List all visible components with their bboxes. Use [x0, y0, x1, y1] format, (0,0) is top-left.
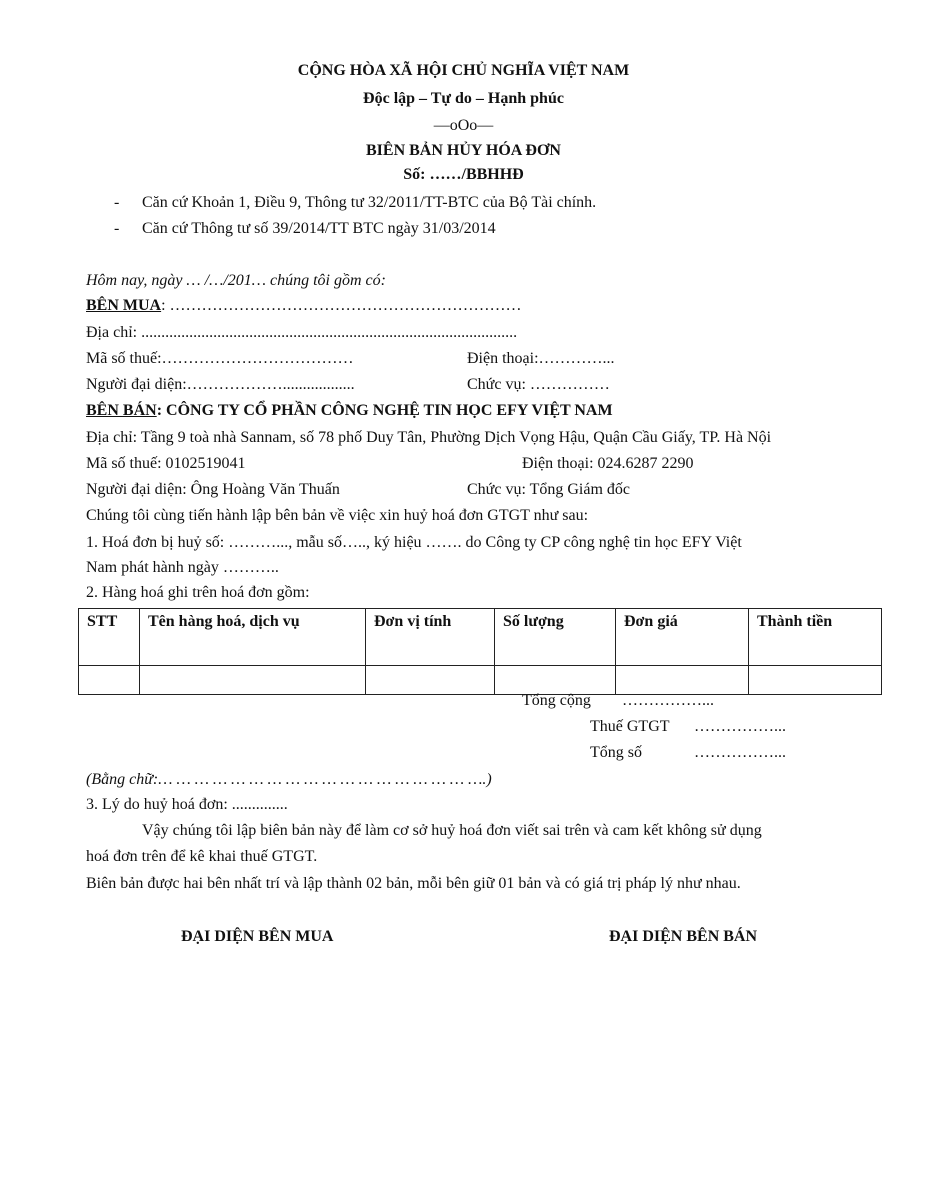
- table-cell: [366, 666, 495, 695]
- closing-line-3: Biên bản được hai bên nhất trí và lập thành 02 bản, mỗi bên giữ 01 bản và có giá trị pháp lý như nhau.: [86, 875, 741, 892]
- buyer-heading: [86, 297, 522, 315]
- closing-line-2: hoá đơn trên để kê khai thuế GTGT.: [86, 848, 318, 865]
- seller-signature-label: ĐẠI DIỆN BÊN BÁN: [609, 928, 758, 945]
- total-label: Tổng số: [590, 744, 642, 761]
- seller-phone: Điện thoại: 024.6287 2290: [522, 455, 694, 472]
- document-title: BIÊN BẢN HỦY HÓA ĐƠN: [366, 142, 561, 159]
- motto: Độc lập – Tự do – Hạnh phúc: [363, 90, 564, 107]
- item3: 3. Lý do huỷ hoá đơn: ..............: [86, 796, 288, 813]
- buyer-signature-label: ĐẠI DIỆN BÊN MUA: [181, 928, 334, 945]
- national-title: CỘNG HÒA XÃ HỘI CHỦ NGHĨA VIỆT NAM: [297, 62, 630, 79]
- goods-table: [78, 608, 882, 695]
- legal-basis-1: Căn cứ Khoản 1, Điều 9, Thông tư 32/2011/TT-BTC của Bộ Tài chính.: [142, 194, 597, 211]
- seller-position: Chức vụ: Tổng Giám đốc: [467, 481, 631, 498]
- item1-line2: Nam phát hành ngày ………..: [86, 559, 279, 576]
- table-cell: [495, 666, 616, 695]
- column-header-amount: Thành tiền: [749, 609, 882, 666]
- buyer-name: : …………………………………………………………: [161, 297, 522, 314]
- seller-name: : CÔNG TY CỔ PHẦN CÔNG NGHỆ TIN HỌC EFY VIỆT NAM: [156, 402, 613, 419]
- subtotal-value: ……………...: [622, 692, 714, 709]
- separator: —oOo—: [433, 117, 494, 134]
- column-header-unit: Đơn vị tính: [366, 609, 495, 666]
- column-header-quantity: Số lượng: [495, 609, 616, 666]
- item1-line1: 1. Hoá đơn bị huỷ số: ………..., mẫu số….., ký hiệu ……. do Công ty CP công nghệ tin học EFY Việt: [86, 534, 742, 551]
- buyer-phone: Điện thoại:…………...: [467, 350, 615, 367]
- column-header-price: Đơn giá: [616, 609, 749, 666]
- item2: 2. Hàng hoá ghi trên hoá đơn gồm:: [86, 584, 310, 601]
- total-value: ……………...: [694, 744, 786, 761]
- table-header-row: [79, 609, 882, 666]
- date-line: Hôm nay, ngày … /…/201… chúng tôi gồm có:: [86, 272, 386, 289]
- column-header-stt: STT: [79, 609, 140, 666]
- bullet-dash: -: [114, 220, 120, 237]
- buyer-position: Chức vụ: ……………: [467, 376, 610, 393]
- legal-basis-2: Căn cứ Thông tư số 39/2014/TT BTC ngày 31/03/2014: [142, 220, 496, 237]
- buyer-label: BÊN MUA: [86, 297, 162, 314]
- table-cell: [616, 666, 749, 695]
- amount-in-words: (Bằng chữ:… … … … … … … … … … … … … … … … … ….): [86, 771, 492, 788]
- table-cell: [749, 666, 882, 695]
- buyer-tax-code: Mã số thuế:………………………………: [86, 350, 354, 367]
- buyer-representative: Người đại diện:………………..................: [86, 376, 355, 393]
- buyer-address: Địa chỉ: ..............................................................................................: [86, 324, 518, 341]
- seller-tax-code: Mã số thuế: 0102519041: [86, 455, 246, 472]
- seller-heading: [86, 402, 613, 420]
- table-cell: [79, 666, 140, 695]
- seller-label: BÊN BÁN: [86, 402, 157, 419]
- closing-line-1: Vậy chúng tôi lập biên bản này để làm cơ sở huỷ hoá đơn viết sai trên và cam kết không sử dụng: [142, 822, 762, 839]
- table-row: [79, 666, 882, 695]
- bullet-dash: -: [114, 194, 120, 211]
- subtotal-label: Tổng cộng: [522, 692, 591, 709]
- vat-value: ……………...: [694, 718, 786, 735]
- column-header-name: Tên hàng hoá, dịch vụ: [140, 609, 366, 666]
- intro-paragraph: Chúng tôi cùng tiến hành lập bên bản về việc xin huỷ hoá đơn GTGT như sau:: [86, 507, 589, 524]
- seller-address: Địa chỉ: Tầng 9 toà nhà Sannam, số 78 phố Duy Tân, Phường Dịch Vọng Hậu, Quận Cầu Giấy, TP. Hà Nội: [86, 429, 772, 446]
- vat-label: Thuế GTGT: [590, 718, 670, 735]
- document-number: Số: ……/BBHHĐ: [403, 166, 524, 183]
- seller-representative: Người đại diện: Ông Hoàng Văn Thuấn: [86, 481, 340, 498]
- table-cell: [140, 666, 366, 695]
